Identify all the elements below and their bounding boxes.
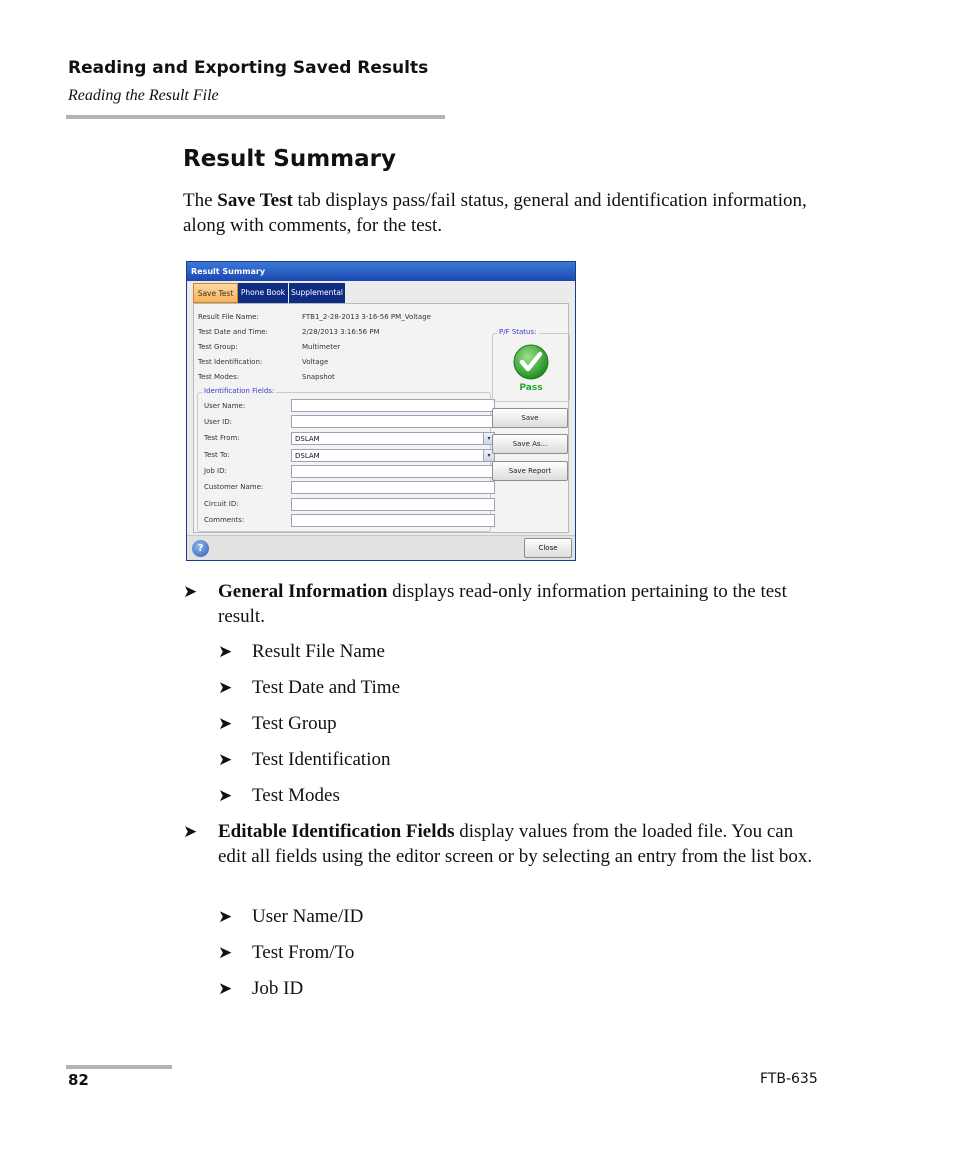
pf-status-group xyxy=(492,328,570,402)
bullet-text xyxy=(218,579,823,629)
identification-fields-legend: Identification Fields: xyxy=(204,387,275,395)
test-from-select[interactable] xyxy=(291,432,495,445)
info-label: Test Group: xyxy=(198,343,238,351)
test-to-value: DSLAM xyxy=(295,452,320,460)
comments-field[interactable] xyxy=(291,514,495,527)
arrow-bullet-icon: ➤ xyxy=(218,714,233,733)
intro-bold: Save Test xyxy=(217,190,293,211)
arrow-bullet-icon: ➤ xyxy=(218,907,233,926)
arrow-bullet-icon: ➤ xyxy=(218,979,233,998)
window-footer xyxy=(187,535,575,561)
bullet-bold: General Information xyxy=(218,581,388,602)
info-value: Snapshot xyxy=(302,373,335,381)
info-label: Test Identification: xyxy=(198,358,263,366)
footer-rule xyxy=(66,1065,172,1069)
list-item-text: Test Modes xyxy=(252,785,340,806)
test-to-select[interactable] xyxy=(291,449,495,462)
intro-post: tab displays pass/fail status, general and identification information, along with comments, for the test. xyxy=(183,190,807,236)
pass-check-icon xyxy=(512,343,550,381)
intro-paragraph xyxy=(183,188,823,238)
bullet-rest: display values from the loaded file. You can edit all fields using the editor screen or by selecting an entry from the list box. xyxy=(218,821,813,867)
field-label: User Name: xyxy=(204,402,246,410)
section-title: Result Summary xyxy=(183,146,396,172)
info-value: FTB1_2-28-2013 3-16-56 PM_Voltage xyxy=(302,313,431,321)
save-as-button[interactable]: Save As... xyxy=(492,434,568,454)
page-number: 82 xyxy=(68,1071,89,1089)
info-value: Voltage xyxy=(302,358,329,366)
field-label: Job ID: xyxy=(204,467,227,475)
save-report-button[interactable]: Save Report xyxy=(492,461,568,481)
arrow-bullet-icon: ➤ xyxy=(218,750,233,769)
bullet-text xyxy=(218,819,823,869)
bullet-bold: Editable Identification Fields xyxy=(218,821,455,842)
circuit-id-field[interactable] xyxy=(291,498,495,511)
running-header-subtitle: Reading the Result File xyxy=(68,87,219,104)
field-label: Comments: xyxy=(204,516,245,524)
pf-status-text: Pass xyxy=(519,383,543,393)
field-label: Test From: xyxy=(204,434,240,442)
result-summary-window xyxy=(186,261,576,561)
pf-status-legend: P/F Status: xyxy=(499,328,537,336)
arrow-bullet-icon: ➤ xyxy=(183,582,198,601)
info-value: 2/28/2013 3:16:56 PM xyxy=(302,328,380,336)
test-from-value: DSLAM xyxy=(295,435,320,443)
field-label: Test To: xyxy=(204,451,230,459)
intro-pre: The xyxy=(183,190,218,211)
list-item-text: Test Date and Time xyxy=(252,677,401,698)
user-name-field[interactable] xyxy=(291,399,495,412)
job-id-field[interactable] xyxy=(291,465,495,478)
identification-fields-group xyxy=(197,387,491,532)
list-item-text: Job ID xyxy=(252,978,304,999)
chevron-down-icon[interactable]: ▾ xyxy=(483,433,494,444)
close-button[interactable]: Close xyxy=(524,538,572,558)
arrow-bullet-icon: ➤ xyxy=(218,786,233,805)
field-label: Circuit ID: xyxy=(204,500,239,508)
user-id-field[interactable] xyxy=(291,415,495,428)
list-item-text: Test Identification xyxy=(252,749,391,770)
customer-name-field[interactable] xyxy=(291,481,495,494)
list-item-text: Test Group xyxy=(252,713,337,734)
header-rule xyxy=(66,115,445,119)
field-label: Customer Name: xyxy=(204,483,264,491)
tab-save-test[interactable]: Save Test xyxy=(193,283,238,303)
arrow-bullet-icon: ➤ xyxy=(183,822,198,841)
tab-phone-book[interactable]: Phone Book xyxy=(238,283,288,303)
chevron-down-icon[interactable]: ▾ xyxy=(483,450,494,461)
window-title-bar: Result Summary xyxy=(187,262,575,281)
info-label: Result File Name: xyxy=(198,313,259,321)
info-value: Multimeter xyxy=(302,343,341,351)
document-id: FTB-635 xyxy=(760,1071,818,1087)
arrow-bullet-icon: ➤ xyxy=(218,943,233,962)
bullet-rest: displays read-only information pertaining to the test result. xyxy=(218,581,787,627)
info-label: Test Modes: xyxy=(198,373,240,381)
list-item-text: Test From/To xyxy=(252,942,355,963)
arrow-bullet-icon: ➤ xyxy=(218,642,233,661)
field-label: User ID: xyxy=(204,418,232,426)
save-button[interactable]: Save xyxy=(492,408,568,428)
list-item-text: User Name/ID xyxy=(252,906,364,927)
running-header-title: Reading and Exporting Saved Results xyxy=(68,58,429,78)
help-icon[interactable]: ? xyxy=(192,540,209,557)
tab-supplemental[interactable]: Supplemental xyxy=(289,283,345,303)
list-item-text: Result File Name xyxy=(252,641,385,662)
arrow-bullet-icon: ➤ xyxy=(218,678,233,697)
info-label: Test Date and Time: xyxy=(198,328,268,336)
